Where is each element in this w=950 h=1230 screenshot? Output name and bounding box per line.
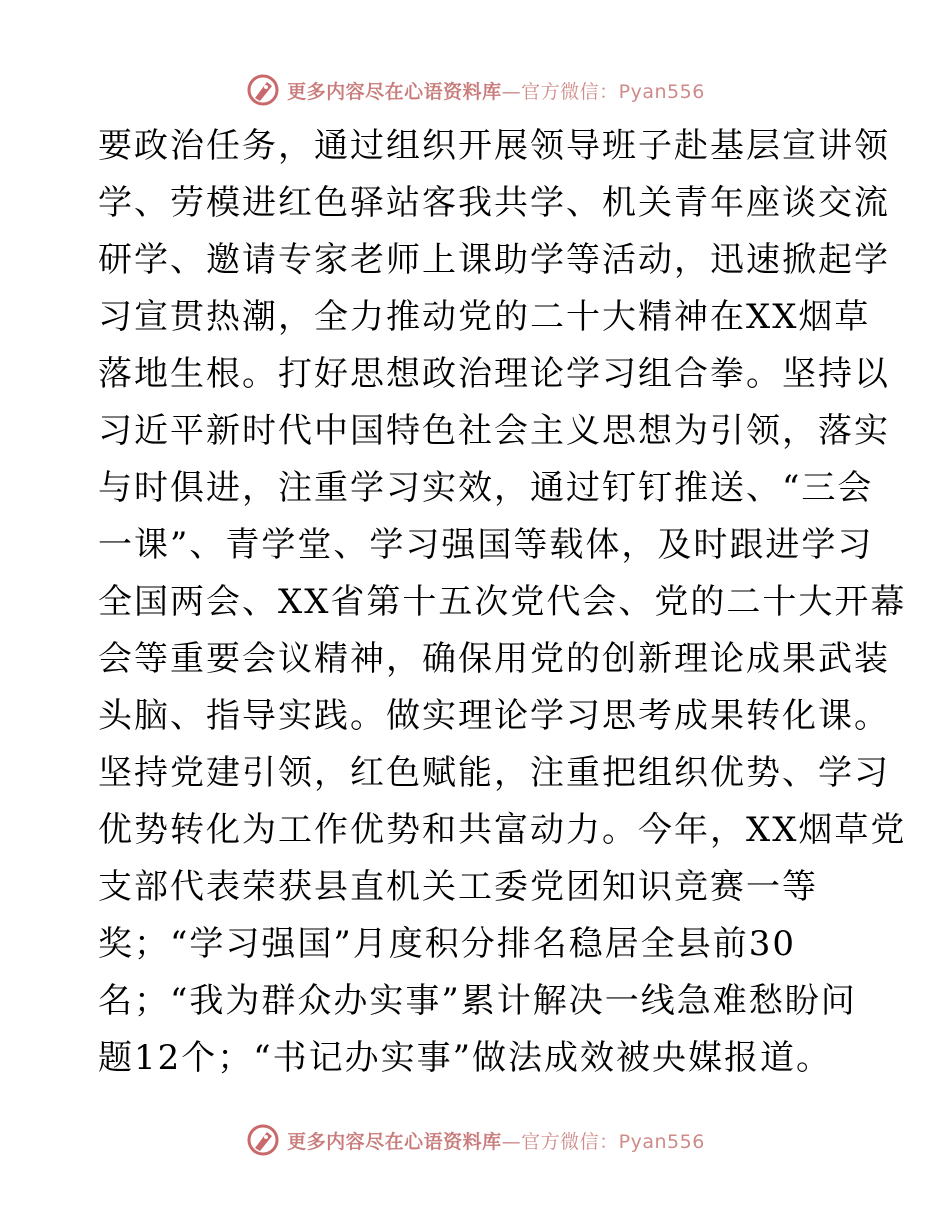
text-line: 支部代表荣获县直机关工委党团知识竞赛一等 — [98, 867, 818, 907]
text-line: 学、劳模进红色驿站客我共学、机关青年座谈交流 — [98, 183, 890, 223]
text-line: 奖；“学习强国”月度积分排名稳居全县前30 — [98, 924, 797, 964]
watermark-brand: 更多内容尽在心语资料库 — [287, 1130, 502, 1153]
text-line: 会等重要会议精神，确保用党的创新理论成果武装 — [98, 639, 890, 679]
text-line: 优势转化为工作优势和共富动力。今年，XX烟草党 — [98, 810, 907, 850]
watermark-brand: 更多内容尽在心语资料库 — [287, 80, 502, 103]
text-line: 头脑、指导实践。做实理论学习思考成果转化课。 — [98, 696, 890, 736]
text-line: 与时俱进，注重学习实效，通过钉钉推送、“三会 — [98, 468, 874, 508]
text-line: 题12个；“书记办实事”做法成效被央媒报道。 — [98, 1038, 833, 1078]
text-line: 坚持党建引领，红色赋能，注重把组织优势、学习 — [98, 753, 890, 793]
pen-nib-circle-icon — [245, 1122, 281, 1158]
watermark-header — [0, 72, 950, 108]
pen-nib-circle-icon — [245, 72, 281, 108]
text-line: 要政治任务，通过组织开展领导班子赴基层宣讲领 — [98, 126, 890, 166]
watermark-contact: —官方微信：Pyan556 — [501, 80, 705, 103]
text-line: 落地生根。打好思想政治理论学习组合拳。坚持以 — [98, 354, 890, 394]
document-body — [98, 118, 907, 1087]
text-line: 全国两会、XX省第十五次党代会、党的二十大开幕 — [98, 582, 907, 622]
text-line: 名；“我为群众办实事”累计解决一线急难愁盼问 — [98, 981, 857, 1021]
watermark-contact: —官方微信：Pyan556 — [501, 1130, 705, 1153]
text-line: 习宣贯热潮，全力推动党的二十大精神在XX烟草 — [98, 297, 871, 337]
watermark-footer — [0, 1122, 950, 1158]
text-line: 一课”、青学堂、学习强国等载体，及时跟进学习 — [98, 525, 874, 565]
text-line: 习近平新时代中国特色社会主义思想为引领，落实 — [98, 411, 890, 451]
text-line: 研学、邀请专家老师上课助学等活动，迅速掀起学 — [98, 240, 890, 280]
